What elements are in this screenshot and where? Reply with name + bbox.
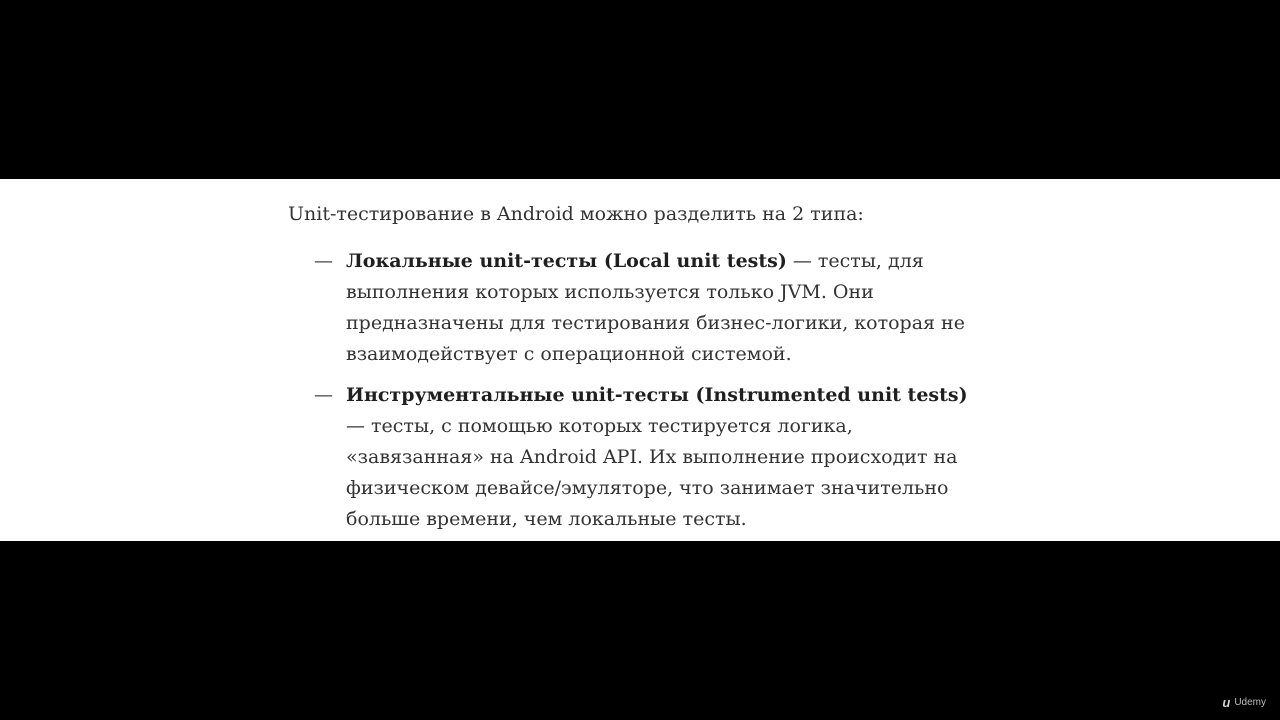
test-types-list xyxy=(288,246,1008,535)
list-item-local-tests xyxy=(288,246,986,370)
list-item-instrumented-tests xyxy=(288,380,986,535)
term-local-tests: Локальные unit-тесты (Local unit tests) xyxy=(346,250,787,272)
udemy-watermark xyxy=(1222,695,1266,710)
term-instrumented-tests: Инструментальные unit-тесты (Instrumented unit tests) xyxy=(346,384,968,406)
slide-content xyxy=(288,201,1008,541)
description-local-tests: — тесты, для выполнения которых используется только JVM. Они предназначены для тестирования бизнес-логики, которая не взаимодействует с операционной системой. xyxy=(346,250,965,365)
slide-panel xyxy=(0,179,1280,541)
udemy-label: Udemy xyxy=(1234,697,1266,708)
description-instrumented-tests: — тесты, с помощью которых тестируется логика, «завязанная» на Android API. Их выполнение происходит на физическом девайсе/эмуляторе, что занимает значительно больше времени, чем локальные тесты. xyxy=(346,415,958,530)
dash-bullet: — xyxy=(314,384,333,406)
dash-bullet: — xyxy=(314,250,333,272)
udemy-logo-icon: u xyxy=(1222,695,1231,710)
intro-text: Unit-тестирование в Android можно разделить на 2 типа: xyxy=(288,203,864,225)
